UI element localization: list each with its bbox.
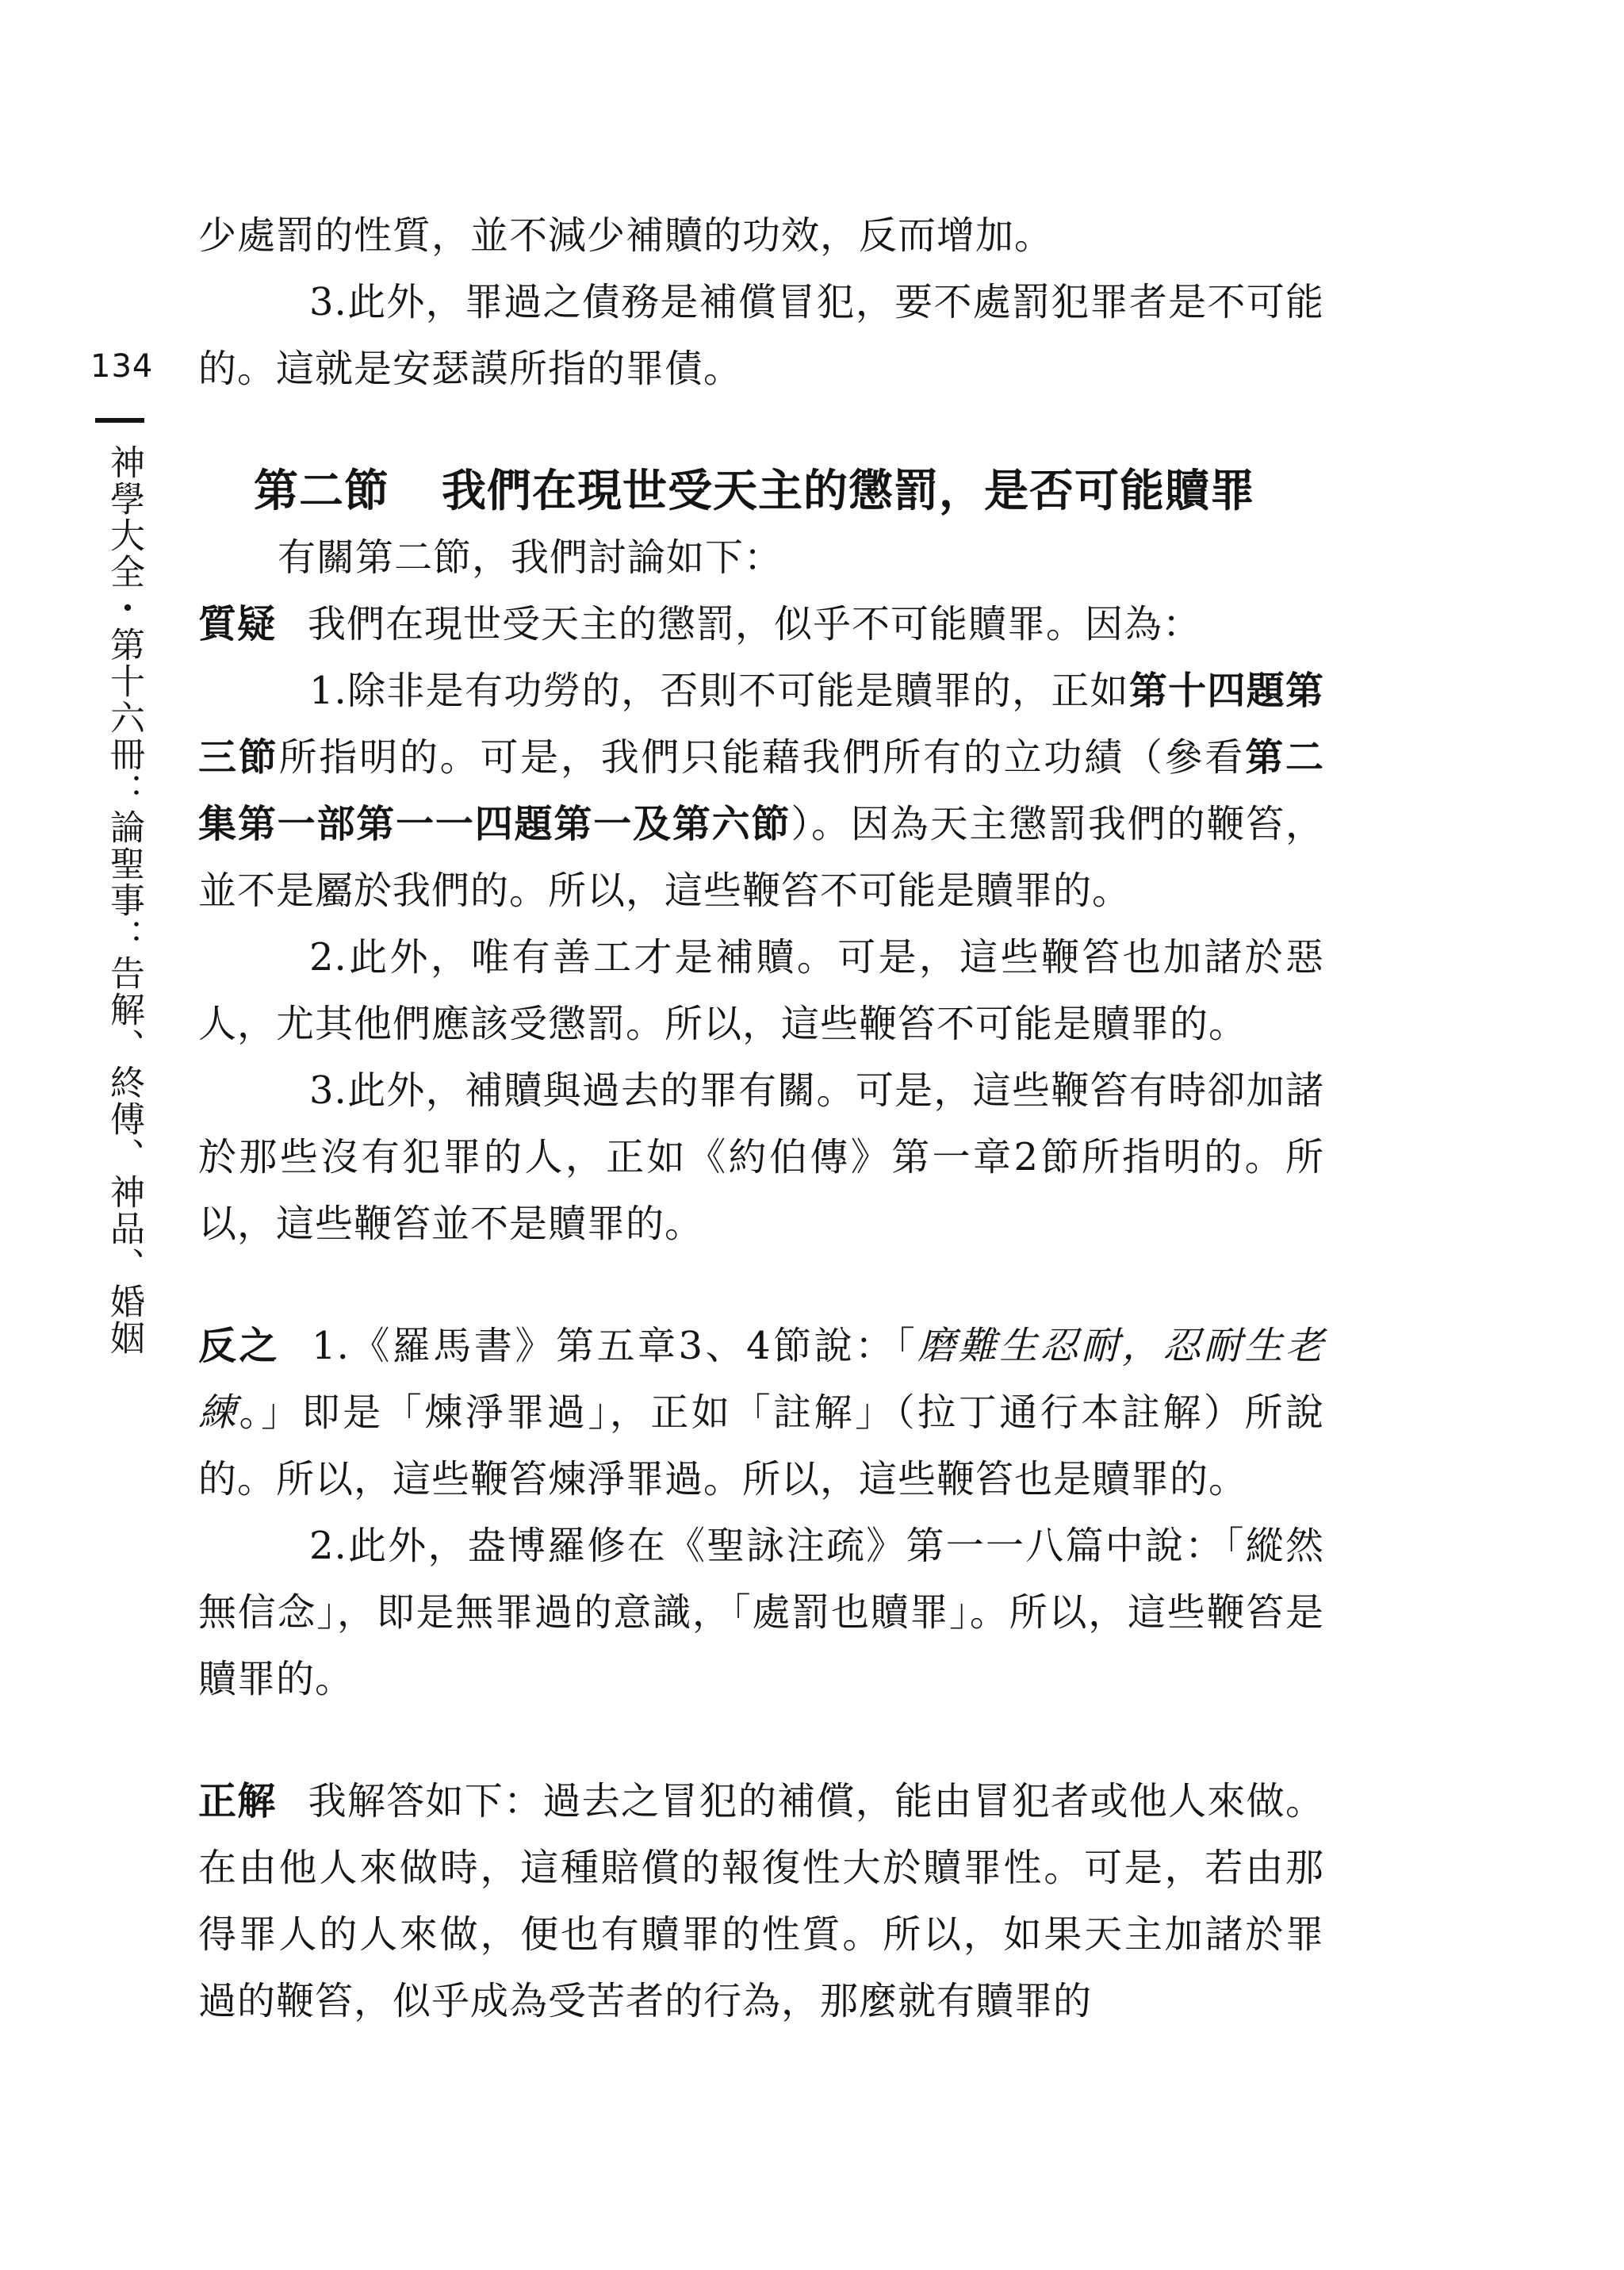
paragraph-point-3: 3.此外，罪過之債務是補償冒犯，要不處罰犯罪者是不可能的。這就是安瑟謨所指的罪債。 xyxy=(198,280,1324,391)
spacer xyxy=(198,1257,1324,1313)
body-text xyxy=(198,202,1324,2034)
objection-3: 3.此外，補贖與過去的罪有關。可是，這些鞭笞有時卻加諸於那些沒有犯罪的人，正如《約伯傳》第一章2節所指明的。所以，這些鞭笞並不是贖罪的。 xyxy=(198,1068,1324,1246)
objection-2: 2.此外，唯有善工才是補贖。可是，這些鞭笞也加諸於惡人，尤其他們應該受懲罰。所以，這些鞭笞不可能是贖罪的。 xyxy=(198,935,1324,1046)
answer xyxy=(198,1768,1324,2034)
objection-1-text-a: 1.除非是有功勞的，否則不可能是贖罪的，正如 xyxy=(309,669,1129,713)
contra-label: 反之 xyxy=(198,1324,281,1368)
objection-lead-text: 我們在現世受天主的懲罰，似乎不可能贖罪。因為： xyxy=(308,602,1202,646)
answer-label: 正解 xyxy=(198,1779,277,1823)
section-intro: 有關第二節，我們討論如下： xyxy=(278,535,783,580)
objection-1 xyxy=(198,658,1324,924)
paragraph-continued: 少處罰的性質，並不減少補贖的功效，反而增加。 xyxy=(198,213,1054,258)
answer-text: 我解答如下：過去之冒犯的補償，能由冒犯者或他人來做。在由他人來做時，這種賠償的報復性大於贖罪性。可是，若由那得罪人的人來做，便也有贖罪的性質。所以，如果天主加諸於罪過的鞭笞，似乎成為受苦者的行為，那麼就有贖罪的 xyxy=(198,1779,1324,2023)
spacer xyxy=(198,402,1324,458)
section-title: 我們在現世受天主的懲罰，是否可能贖罪 xyxy=(442,465,1255,517)
section-heading xyxy=(198,458,1324,524)
contra-1-text-b: 。」即是「煉淨罪過」，正如「註解」（拉丁通行本註解）所說的。所以，這些鞭笞煉淨罪過。所以，這些鞭笞也是贖罪的。 xyxy=(198,1390,1324,1501)
objection-label: 質疑 xyxy=(198,602,277,646)
objection-1-reference: 第十四題第三節 xyxy=(198,669,1324,780)
contra-1-text-a: 1.《羅馬書》第五章3、4節說：「 xyxy=(312,1324,918,1368)
page-number: 134 xyxy=(90,348,154,385)
objection-1-text-b: 所指明的。可是，我們只能藉我們所有的立功績（參看 xyxy=(278,735,1246,780)
objection-1-text-c: ）。因為天主懲罰我們的鞭笞，並不是屬於我們的。所以，這些鞭笞不可能是贖罪的。 xyxy=(198,802,1324,913)
section-number: 第二節 xyxy=(254,465,389,517)
contra-2: 2.此外，盎博羅修在《聖詠注疏》第一一八篇中說：「縱然無信念」，即是無罪過的意識，「處罰也贖罪」。所以，這些鞭笞是贖罪的。 xyxy=(198,1524,1324,1701)
contra-1-quote: 磨難生忍耐，忍耐生老練 xyxy=(198,1324,1324,1435)
margin-rule xyxy=(95,418,144,423)
objection-lead xyxy=(198,591,1324,658)
running-title: 神學大全・第十六冊：論聖事：告解、終傅、神品、婚姻 xyxy=(104,444,144,1356)
contra-1 xyxy=(198,1313,1324,1513)
spacer xyxy=(198,1712,1324,1768)
objection-1-reference-2: 第二集第一部第一一四題第一及第六節 xyxy=(198,735,1324,846)
